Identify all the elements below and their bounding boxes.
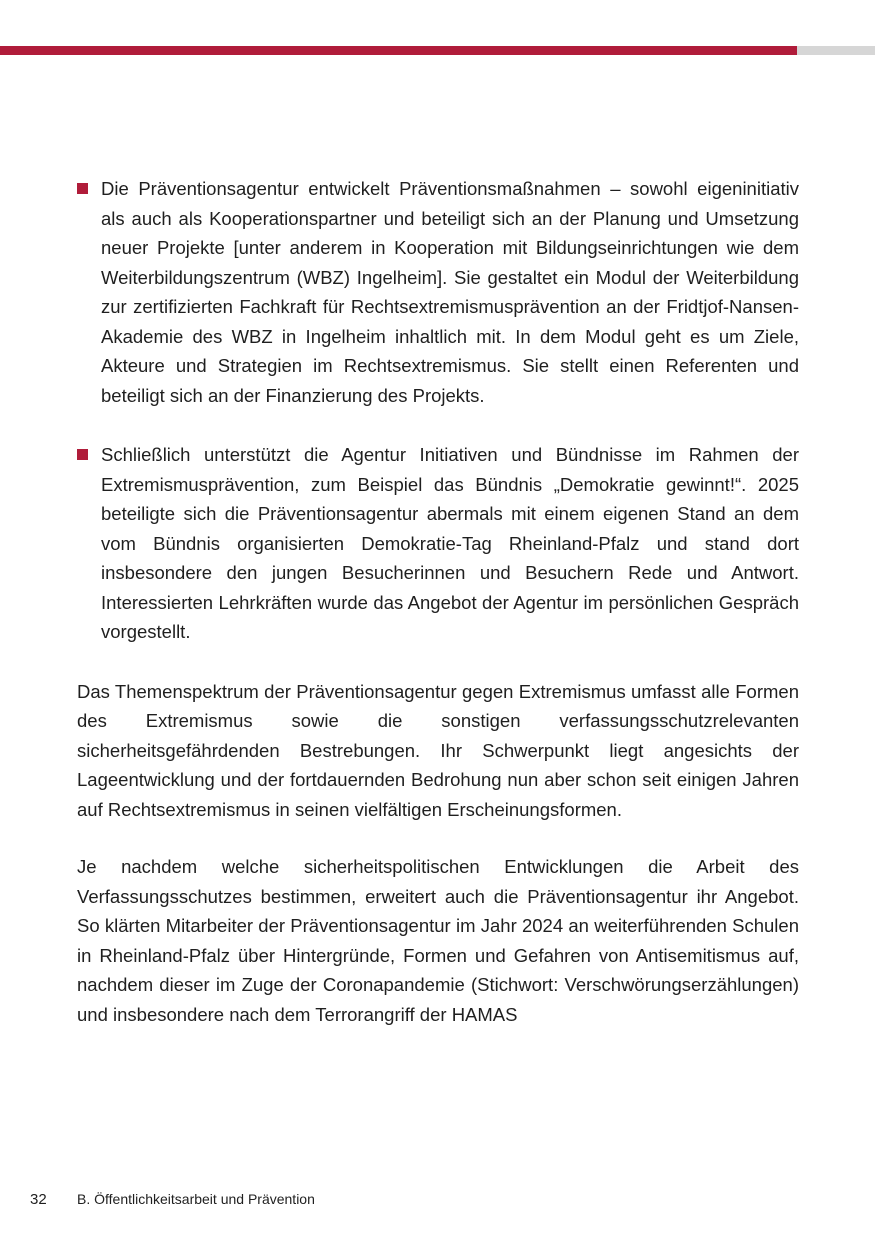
body-paragraph: Das Themenspektrum der Präventionsagentur gegen Extremismus umfasst alle Formen des Extremismus sowie die sonstigen verfassungsschutzrelevanten sicherheitsgefährdenden Bestrebungen. Ihr Schwerpunkt liegt angesichts der Lageentwicklung und der fortdauernden Bedrohung nun aber schon seit einigen Jahren auf Rechtsextremismus in seinen vielfältigen Erscheinungsformen. [77, 680, 799, 820]
header-gray-bar [797, 46, 875, 55]
page-body [77, 174, 799, 1057]
bullet-text: Die Präventionsagentur entwickelt Präventionsmaßnahmen – sowohl eigeninitiativ als auch als Kooperationspartner und beteiligt sich an der Planung und Umsetzung neuer Projekte [unter anderem in Kooperation mit Bildungseinrichtungen wie dem Weiterbildungszentrum (WBZ) Ingelheim]. Sie gestaltet ein Modul der Weiterbildung zur zertifizierten Fachkraft für Rechtsextremismusprävention an der Fridtjof-Nansen-Akademie des WBZ in Ingelheim inhaltlich mit. In dem Modul geht es um Ziele, Akteure und Strategien im Rechtsextremismus. Sie stellt einen Referenten und beteiligt sich an der Finanzierung des Projekts. [101, 178, 799, 406]
header-accent-bar [0, 46, 797, 55]
square-bullet-icon [77, 449, 88, 460]
page-footer [0, 1191, 875, 1211]
bullet-item [77, 440, 799, 647]
footer-section-title: B. Öffentlichkeitsarbeit und Prävention [77, 1191, 315, 1207]
page-number: 32 [30, 1191, 47, 1208]
body-paragraph: Je nachdem welche sicherheitspolitischen Entwicklungen die Arbeit des Verfassungsschutzes bestimmen, erweitert auch die Präventionsagentur ihr Angebot. So klärten Mitarbeiter der Präventionsagentur im Jahr 2024 an weiterführenden Schulen in Rheinland-Pfalz über Hintergründe, Formen und Gefahren von Antisemitismus auf, nachdem dieser im Zuge der Coronapandemie (Stichwort: Verschwörungserzählungen) und insbesondere nach dem Terrorangriff der HAMAS [77, 856, 799, 1025]
bullet-text: Schließlich unterstützt die Agentur Initiativen und Bündnisse im Rahmen der Extremismusprävention, zum Beispiel das Bündnis „Demokratie gewinnt!“. 2025 beteiligte sich die Präventionsagentur abermals mit einem eigenen Stand an dem vom Bündnis organisierten Demokratie-Tag Rheinland-Pfalz und stand dort insbesondere den jungen Besucherinnen und Besuchern Rede und Antwort. Interessierten Lehrkräften wurde das Angebot der Agentur im persönlichen Gespräch vorgestellt. [101, 444, 799, 642]
square-bullet-icon [77, 183, 88, 194]
bullet-item [77, 174, 799, 410]
